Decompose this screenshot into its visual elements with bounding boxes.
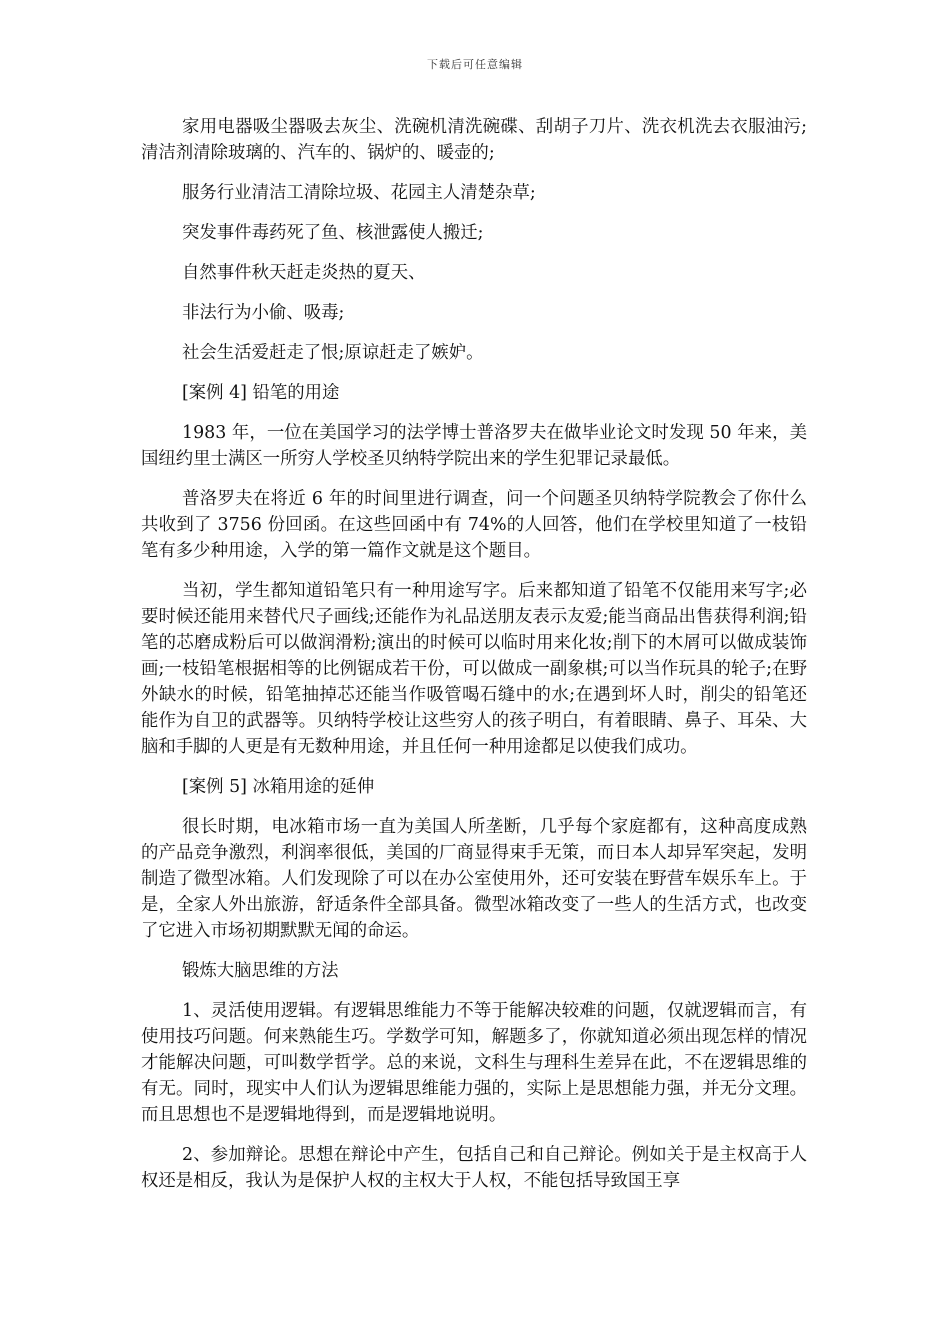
paragraph-case-5-fridge: 很长时期，电冰箱市场一直为美国人所垄断，几乎每个家庭都有，这种高度成熟的产品竞争激烈，利润率很低，美国的厂商显得束手无策，而日本人却异军突起，发明制造了微型冰箱。人们发现除了可以在办公室使用外，还可安装在野营车娱乐车上。于是，全家人外出旅游，舒适条件全部具备。微型冰箱改变了一些人的生活方式，也改变了它进入市场初期默默无闻的命运。 (141, 817, 807, 941)
paragraph-service: 服务行业清洁工清除垃圾、花园主人清楚杂草; (182, 183, 536, 203)
paragraph-method-2: 2、参加辩论。思想在辩论中产生，包括自己和自己辩论。例如关于是主权高于人权还是相反，我认为是保护人权的主权大于人权，不能包括导致国王享 (141, 1145, 807, 1191)
case-4-heading: [案例 4] 铅笔的用途 (182, 383, 340, 403)
paragraph-case-4-uses: 当初，学生都知道铅笔只有一种用途写字。后来都知道了铅笔不仅能用来写字;必要时候还能用来替代尺子画线;还能作为礼品送朋友表示友爱;能当商品出售获得利润;铅笔的芯磨成粉后可以做润滑粉;演出的时候可以临时用来化妆;削下的木屑可以做成装饰画;一枝铅笔根据相等的比例锯成若干份，可以做成一副象棋;可以当作玩具的轮子;在野外缺水的时候，铅笔抽掉芯还能当作吸管喝石缝中的水;在遇到坏人时，削尖的铅笔还能作为自卫的武器等。贝纳特学校让这些穷人的孩子明白，有着眼睛、鼻子、耳朵、大脑和手脚的人更是有无数种用途，并且任何一种用途都足以使我们成功。 (141, 581, 807, 757)
section-heading-brain-training: 锻炼大脑思维的方法 (182, 961, 339, 981)
download-note: 下载后可任意编辑 (427, 58, 523, 71)
paragraph-emergency: 突发事件毒药死了鱼、核泄露使人搬迁; (182, 223, 484, 243)
paragraph-social: 社会生活爱赶走了恨;原谅赶走了嫉妒。 (182, 343, 484, 363)
paragraph-case-4-survey: 普洛罗夫在将近 6 年的时间里进行调查，问一个问题圣贝纳特学院教会了你什么 共收到了 3756 份回函。在这些回函中有 74%的人回答，他们在学校里知道了一枝铅笔有多少种用途，入学的第一篇作文就是这个题目。 (141, 489, 807, 561)
paragraph-method-1: 1、灵活使用逻辑。有逻辑思维能力不等于能解决较难的问题，仅就逻辑而言，有使用技巧问题。何来熟能生巧。学数学可知，解题多了，你就知道必须出现怎样的情况才能解决问题，可叫数学哲学。总的来说，文科生与理科生差异在此，不在逻辑思维的有无。同时，现实中人们认为逻辑思维能力强的，实际上是思想能力强，并无分文理。而且思想也不是逻辑地得到，而是逻辑地说明。 (141, 1001, 807, 1125)
paragraph-appliances: 家用电器吸尘器吸去灰尘、洗碗机清洗碗碟、刮胡子刀片、洗衣机洗去衣服油污;清洁剂清除玻璃的、汽车的、锅炉的、暖壶的; (141, 117, 807, 163)
document-body (141, 114, 807, 1208)
paragraph-illegal: 非法行为小偷、吸毒; (182, 303, 345, 323)
paragraph-nature: 自然事件秋天赶走炎热的夏天、 (182, 263, 426, 283)
case-5-heading: [案例 5] 冰箱用途的延伸 (182, 777, 375, 797)
paragraph-case-4-intro: 1983 年，一位在美国学习的法学博士普洛罗夫在做毕业论文时发现 50 年来，美国纽约里士满区一所穷人学校圣贝纳特学院出来的学生犯罪记录最低。 (141, 423, 807, 469)
